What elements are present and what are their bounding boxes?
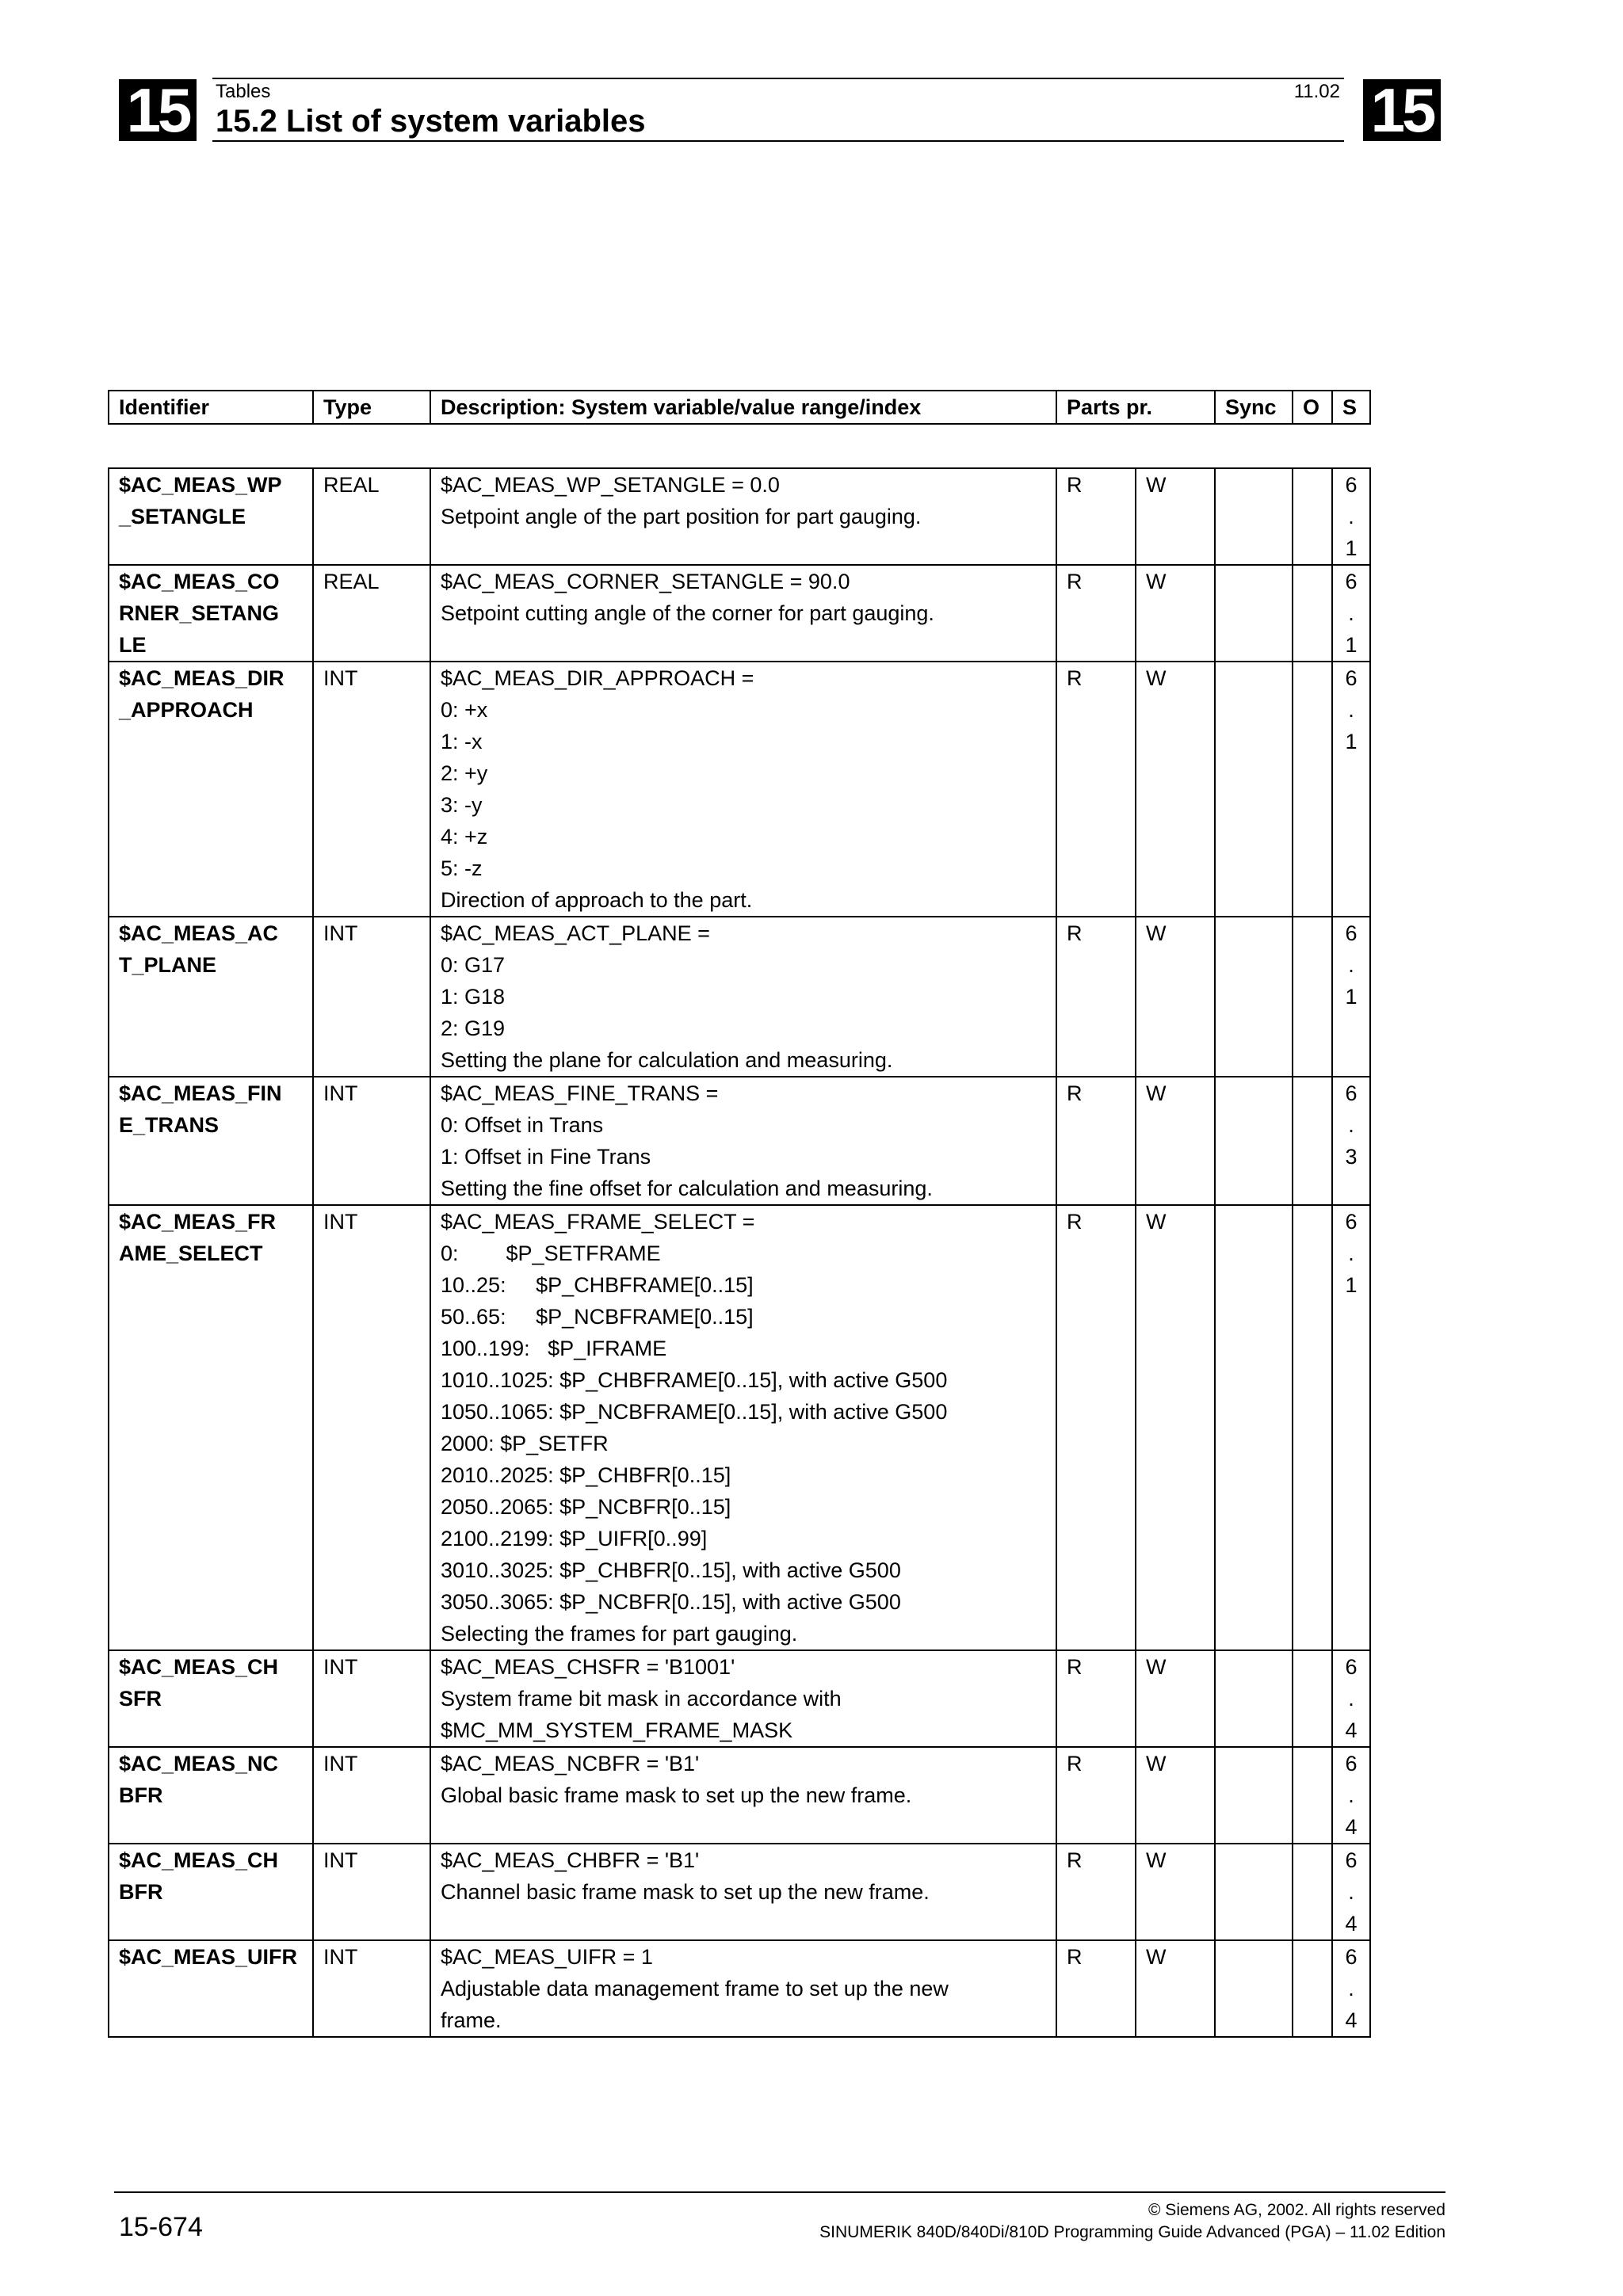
cell-type: INT [313, 1747, 430, 1844]
cell-identifier: $AC_MEAS_WP _SETANGLE [109, 468, 313, 565]
cell-read: R [1056, 917, 1136, 1077]
document-title: SINUMERIK 840D/840Di/810D Programming Guide Advanced (PGA) – 11.02 Edition [819, 2223, 1445, 2241]
cell-s-char: . [1348, 1241, 1354, 1265]
system-variables-table [108, 467, 1371, 2038]
cell-s-char: 4 [1345, 1815, 1358, 1839]
cell-o [1293, 1205, 1332, 1650]
cell-s-char: 4 [1345, 1912, 1358, 1936]
cell-s-char: . [1348, 1783, 1354, 1807]
cell-description: $AC_MEAS_DIR_APPROACH = 0: +x 1: -x 2: +y 3: -y 4: +z 5: -z Direction of approach to the part. [430, 662, 1056, 917]
cell-s-char: . [1348, 1113, 1354, 1137]
cell-o [1293, 1650, 1332, 1747]
cell-o [1293, 565, 1332, 662]
cell-sync [1215, 917, 1293, 1077]
cell-s-char: . [1348, 1687, 1354, 1711]
chapter-number-badge-left: 15 [119, 79, 197, 141]
cell-o [1293, 662, 1332, 917]
cell-o [1293, 1747, 1332, 1844]
cell-s-char: 6 [1345, 921, 1358, 945]
cell-write: W [1136, 662, 1215, 917]
copyright-notice: © Siemens AG, 2002. All rights reserved [1148, 2201, 1445, 2219]
cell-read: R [1056, 662, 1136, 917]
cell-s-char: 6 [1345, 1210, 1358, 1234]
cell-write: W [1136, 565, 1215, 662]
header-bottom-rule [212, 140, 1344, 142]
cell-identifier: $AC_MEAS_AC T_PLANE [109, 917, 313, 1077]
header-top-rule [212, 78, 1344, 79]
table-row [109, 468, 1370, 565]
cell-read: R [1056, 1650, 1136, 1747]
cell-type: INT [313, 1940, 430, 2037]
cell-s-char: 4 [1345, 2008, 1358, 2032]
cell-s [1332, 1940, 1370, 2037]
cell-type: INT [313, 1650, 430, 1747]
header-parts-pr: Parts pr. [1056, 391, 1215, 424]
cell-s-char: . [1348, 1880, 1354, 1904]
cell-s-char: . [1348, 505, 1354, 528]
cell-sync [1215, 1747, 1293, 1844]
cell-s-char: 1 [1345, 730, 1358, 753]
cell-read: R [1056, 1077, 1136, 1205]
chapter-number-badge-right: 15 [1363, 79, 1441, 141]
cell-write: W [1136, 468, 1215, 565]
cell-description: $AC_MEAS_NCBFR = 'B1' Global basic frame mask to set up the new frame. [430, 1747, 1056, 1844]
cell-s-char: 6 [1345, 570, 1358, 593]
cell-sync [1215, 1205, 1293, 1650]
cell-sync [1215, 1077, 1293, 1205]
table-row [109, 565, 1370, 662]
header-type: Type [313, 391, 430, 424]
table-row [109, 917, 1370, 1077]
table-row [109, 1650, 1370, 1747]
cell-write: W [1136, 1650, 1215, 1747]
cell-identifier: $AC_MEAS_CH SFR [109, 1650, 313, 1747]
cell-sync [1215, 1650, 1293, 1747]
section-title: 15.2 List of system variables [216, 104, 646, 139]
cell-s [1332, 1077, 1370, 1205]
table-row [109, 1747, 1370, 1844]
cell-sync [1215, 565, 1293, 662]
cell-read: R [1056, 1844, 1136, 1940]
cell-description: $AC_MEAS_CHSFR = 'B1001' System frame bit mask in accordance with $MC_MM_SYSTEM_FRAME_MASK [430, 1650, 1056, 1747]
cell-write: W [1136, 1077, 1215, 1205]
header-s: S [1332, 391, 1370, 424]
cell-s-char: 4 [1345, 1718, 1358, 1742]
cell-s-char: 6 [1345, 1081, 1358, 1105]
cell-s [1332, 1747, 1370, 1844]
cell-s [1332, 662, 1370, 917]
cell-identifier: $AC_MEAS_NC BFR [109, 1747, 313, 1844]
cell-description: $AC_MEAS_CORNER_SETANGLE = 90.0 Setpoint cutting angle of the corner for part gauging. [430, 565, 1056, 662]
cell-identifier: $AC_MEAS_FIN E_TRANS [109, 1077, 313, 1205]
table-row [109, 1844, 1370, 1940]
cell-type: INT [313, 1205, 430, 1650]
cell-s-char: 1 [1345, 633, 1358, 657]
cell-read: R [1056, 1940, 1136, 2037]
cell-s-char: . [1348, 1977, 1354, 2000]
cell-s [1332, 1844, 1370, 1940]
cell-write: W [1136, 1844, 1215, 1940]
table-row [109, 662, 1370, 917]
cell-type: INT [313, 1077, 430, 1205]
cell-description: $AC_MEAS_FRAME_SELECT = 0: $P_SETFRAME 10..25: $P_CHBFRAME[0..15] 50..65: $P_NCBFRAME[0..15] 100..199: $P_IFRAME 1010..1025: $P_CHBFRAME[0..15], with active G500 1050..1065: $P_NCBFRAME[0..15], with active G500 2000: $P_SETFR 2010..2025: $P_CHBFR[0..15] 2050..2065: $P_NCBFR[0..15] 2100..2199: $P_UIFR[0..99] 3010..3025: $P_CHBFR[0..15], with active G500 3050..3065: $P_NCBFR[0..15], with active G500 Selecting the frames for part gauging. [430, 1205, 1056, 1650]
cell-s-char: 6 [1345, 473, 1358, 497]
header-description: Description: System variable/value range/index [430, 391, 1056, 424]
cell-type: INT [313, 662, 430, 917]
cell-s [1332, 917, 1370, 1077]
cell-s-char: 1 [1345, 536, 1358, 560]
cell-o [1293, 1077, 1332, 1205]
cell-s-char: 6 [1345, 1848, 1358, 1872]
cell-write: W [1136, 917, 1215, 1077]
cell-identifier: $AC_MEAS_FR AME_SELECT [109, 1205, 313, 1650]
cell-identifier: $AC_MEAS_CH BFR [109, 1844, 313, 1940]
cell-type: INT [313, 917, 430, 1077]
page-number: 15-674 [119, 2212, 203, 2242]
cell-s-char: 6 [1345, 1752, 1358, 1775]
header-o: O [1293, 391, 1332, 424]
cell-type: REAL [313, 565, 430, 662]
cell-identifier: $AC_MEAS_UIFR [109, 1940, 313, 2037]
cell-s-char: 1 [1345, 985, 1358, 1009]
cell-read: R [1056, 1747, 1136, 1844]
cell-description: $AC_MEAS_FINE_TRANS = 0: Offset in Trans 1: Offset in Fine Trans Setting the fine offset for calculation and measuring. [430, 1077, 1056, 1205]
cell-description: $AC_MEAS_WP_SETANGLE = 0.0 Setpoint angle of the part position for part gauging. [430, 468, 1056, 565]
table-row [109, 1077, 1370, 1205]
cell-s-char: . [1348, 601, 1354, 625]
cell-write: W [1136, 1205, 1215, 1650]
cell-sync [1215, 1940, 1293, 2037]
cell-s [1332, 468, 1370, 565]
cell-sync [1215, 1844, 1293, 1940]
cell-s-char: 3 [1345, 1145, 1358, 1169]
cell-s-char: . [1348, 953, 1354, 977]
cell-identifier: $AC_MEAS_CO RNER_SETANG LE [109, 565, 313, 662]
cell-sync [1215, 662, 1293, 917]
cell-s [1332, 565, 1370, 662]
cell-identifier: $AC_MEAS_DIR _APPROACH [109, 662, 313, 917]
cell-s [1332, 1205, 1370, 1650]
cell-s-char: 1 [1345, 1273, 1358, 1297]
header-identifier: Identifier [109, 391, 313, 424]
cell-read: R [1056, 1205, 1136, 1650]
cell-o [1293, 917, 1332, 1077]
cell-s-char: 6 [1345, 666, 1358, 690]
cell-type: REAL [313, 468, 430, 565]
cell-read: R [1056, 565, 1136, 662]
header-sync: Sync [1215, 391, 1293, 424]
cell-s-char: 6 [1345, 1945, 1358, 1969]
footer-rule [114, 2191, 1445, 2193]
cell-description: $AC_MEAS_UIFR = 1 Adjustable data management frame to set up the new frame. [430, 1940, 1056, 2037]
cell-read: R [1056, 468, 1136, 565]
cell-type: INT [313, 1844, 430, 1940]
cell-write: W [1136, 1747, 1215, 1844]
cell-o [1293, 468, 1332, 565]
cell-s-char: . [1348, 698, 1354, 722]
cell-description: $AC_MEAS_CHBFR = 'B1' Channel basic frame mask to set up the new frame. [430, 1844, 1056, 1940]
cell-s [1332, 1650, 1370, 1747]
cell-o [1293, 1940, 1332, 2037]
header-date: 11.02 [1293, 81, 1340, 102]
column-header-table [108, 390, 1371, 425]
cell-s-char: 6 [1345, 1655, 1358, 1679]
cell-description: $AC_MEAS_ACT_PLANE = 0: G17 1: G18 2: G19 Setting the plane for calculation and measuring. [430, 917, 1056, 1077]
cell-write: W [1136, 1940, 1215, 2037]
header-row [109, 391, 1370, 424]
cell-o [1293, 1844, 1332, 1940]
table-row [109, 1940, 1370, 2037]
table-row [109, 1205, 1370, 1650]
cell-sync [1215, 468, 1293, 565]
section-label: Tables [216, 81, 271, 102]
